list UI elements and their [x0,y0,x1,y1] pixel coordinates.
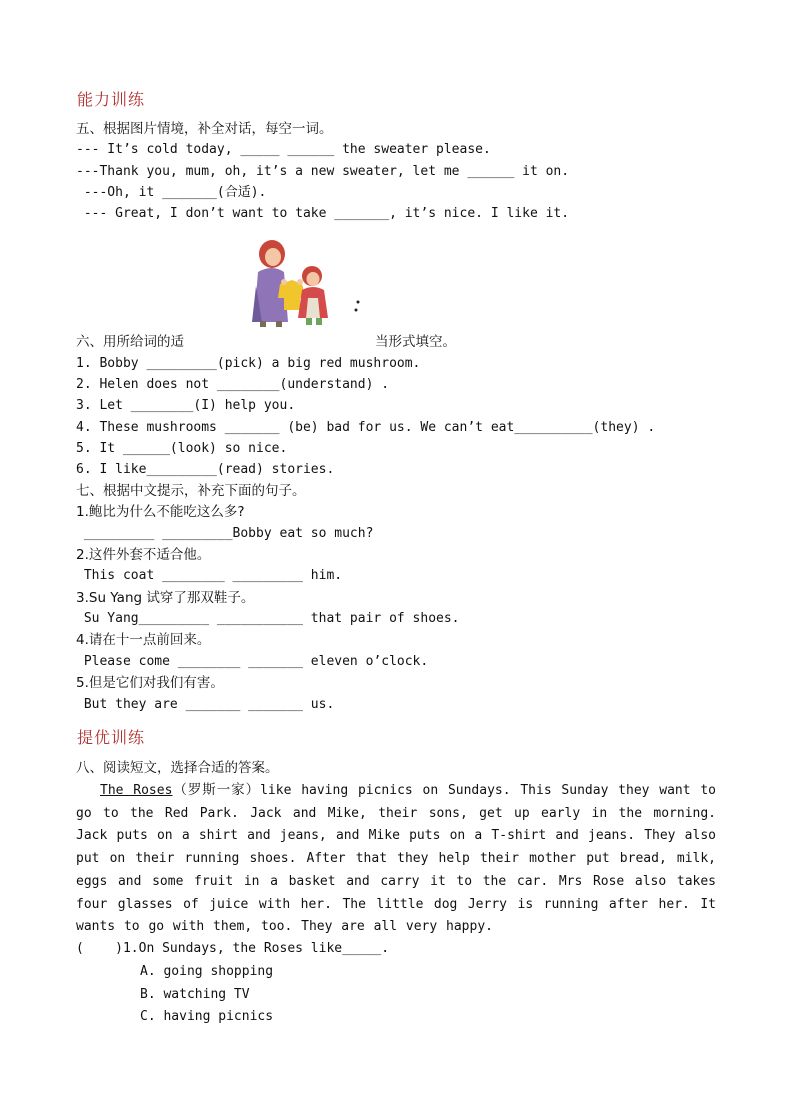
passage-title: The Roses [100,783,173,798]
q7-item-5-cn: 5.但是它们对我们有害。 [76,675,224,691]
q8-option-a: A. going shopping [140,964,274,979]
reading-passage [76,779,716,939]
q7-item-2-en: This coat ________ _________ him. [76,568,343,583]
passage-title-cn: （罗斯一家） [172,782,261,798]
q5-line-1: --- It’s cold today, _____ ______ the sweater please. [76,142,491,157]
q7-item-2-cn: 2.这件外套不适合他。 [76,547,211,563]
q5-line-4: --- Great, I don’t want to take _______, it’s nice. I like it. [76,206,570,221]
q5-title: 五、根据图片情境，补全对话，每空一词。 [76,121,333,137]
q7-item-4-en: Please come ________ _______ eleven o’clock. [76,654,429,669]
q7-item-3-en: Su Yang_________ ___________ that pair of shoes. [76,611,460,626]
q6-line-4: 4. These mushrooms _______ (be) bad for us. We can’t eat__________(they) . [76,420,656,435]
mother-daughter-sweater-illustration [228,238,364,328]
q6-title-right: 当形式填空。 [375,334,456,350]
q8-option-c: C. having picnics [140,1009,274,1024]
section-heading-ability: 能力训练 [77,90,146,109]
q8-option-b: B. watching TV [140,987,250,1002]
q6-line-3: 3. Let ________(I) help you. [76,398,296,413]
q8-question-1: ( )1.On Sundays, the Roses like_____. [76,941,390,956]
q7-item-5-en: But they are _______ _______ us. [76,697,335,712]
section-heading-advanced: 提优训练 [77,728,146,747]
q6-line-6: 6. I like_________(read) stories. [76,462,335,477]
q5-line-3: ---Oh, it _______(合适). [76,185,267,200]
q6-line-2: 2. Helen does not ________(understand) . [76,377,390,392]
q7-title: 七、根据中文提示，补充下面的句子。 [76,483,306,499]
q7-item-1-en: _________ _________Bobby eat so much? [76,526,374,541]
passage-body: like having picnics on Sundays. This Sunday they want to go to the Red Park. Jack and Mike, their sons, get up early in the morning. Jack puts on a shirt and jeans, and Mike puts on a T-shirt and jeans. They also put on their running shoes. After that they help their mother put bread, milk, eggs and some fruit in a basket and carry it to the car. Mrs Rose also takes four glasses of juice with her. The little dog Jerry is running after her. It wants to go with them, too. They are all very happy. [76,783,717,935]
q7-item-4-cn: 4.请在十一点前回来。 [76,632,211,648]
q6-line-5: 5. It ______(look) so nice. [76,441,288,456]
q6-title-left: 六、用所给词的适 [76,334,184,350]
q7-item-1-cn: 1.鲍比为什么不能吃这么多? [76,504,245,520]
q6-line-1: 1. Bobby _________(pick) a big red mushroom. [76,356,421,371]
q8-title: 八、阅读短文，选择合适的答案。 [76,760,279,776]
q7-item-3-cn: 3.Su Yang 试穿了那双鞋子。 [76,590,255,606]
q5-line-2: ---Thank you, mum, oh, it’s a new sweater, let me ______ it on. [76,164,570,179]
